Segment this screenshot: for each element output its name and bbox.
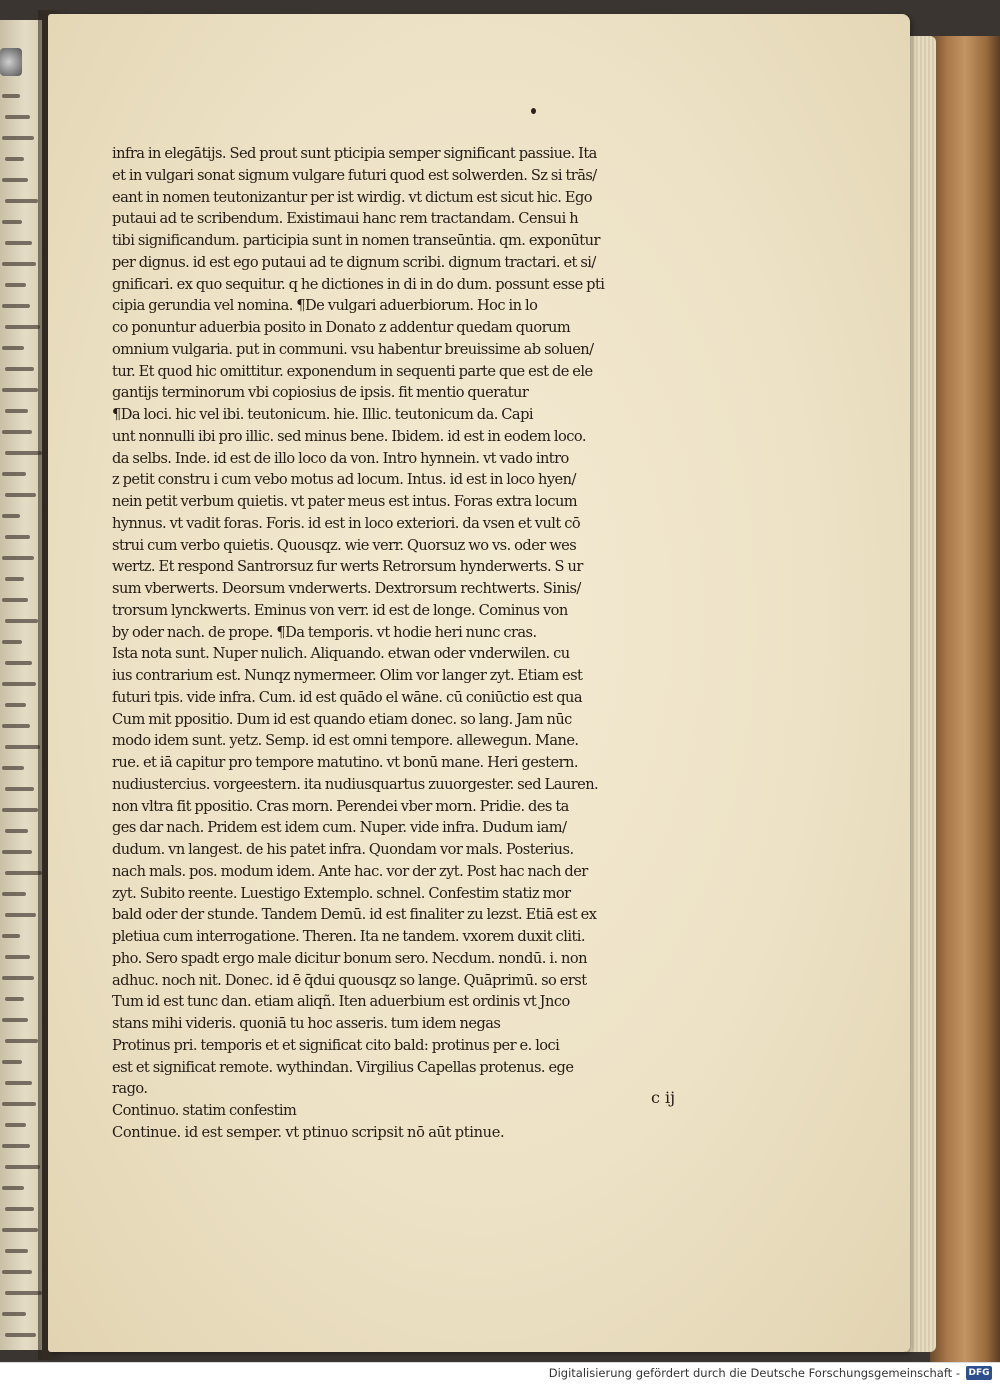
facing-page-text-fragment xyxy=(2,237,42,249)
facing-page-text-fragment xyxy=(2,342,42,354)
page-edges-stack xyxy=(906,36,936,1352)
facing-page-text-fragment xyxy=(2,1119,42,1131)
facing-page-text-fragment xyxy=(2,552,42,564)
facing-page-text-fragment xyxy=(2,1308,42,1320)
facing-page-text-fragment xyxy=(2,90,42,102)
text-line: per dignus. id est ego putaui ad te dignum scribi. dignum tractari. et si/ xyxy=(112,253,596,271)
text-line: futuri tpis. vide infra. Cum. id est quādo el wāne. cū coniūctio est qua xyxy=(112,688,582,706)
text-line: nudiustercius. vorgeestern. ita nudiusquartus zuuorgester. sed Lauren. xyxy=(112,775,599,793)
text-line: rue. et iā capitur pro tempore matutino. vt bonū mane. Heri gestern. xyxy=(112,754,578,771)
facing-page-text-fragment xyxy=(2,1077,42,1089)
facing-page-text-fragment xyxy=(2,405,42,417)
facing-page-text-fragment xyxy=(2,1056,42,1068)
facing-page-text-fragment xyxy=(2,1329,42,1341)
text-line: wertz. Et respond Santrorsuz fur werts Retrorsum hynderwerts. S ur xyxy=(112,558,583,576)
facing-page-text-fragment xyxy=(2,972,42,984)
facing-page-text-fragment xyxy=(2,783,42,795)
facing-page-text-fragment xyxy=(2,930,42,942)
facing-page-text-fragment xyxy=(2,741,42,753)
text-line: cipia gerundia vel nomina. ¶De vulgari aduerbiorum. Hoc in lo xyxy=(112,297,538,315)
facing-page-text-fragment xyxy=(2,615,42,627)
text-line: Ista nota sunt. Nuper nulich. Aliquando. etwan oder vnderwilen. cu xyxy=(112,645,570,663)
dfg-logo: DFG xyxy=(966,1366,992,1380)
text-line: da selbs. Inde. id est de illo loco da von. Intro hynnein. vt vado intro xyxy=(112,449,569,467)
text-line: unt nonnulli ibi pro illic. sed minus bene. Ibidem. id est in eodem loco. xyxy=(112,427,586,445)
facing-page-text-fragment xyxy=(2,720,42,732)
facing-page-text-fragment xyxy=(2,1098,42,1110)
book-clasp xyxy=(0,48,22,76)
ink-speck xyxy=(531,108,536,114)
digitization-footer xyxy=(0,1362,1000,1384)
text-line: Tum id est tunc dan. etiam aliqñ. Iten aduerbium est ordinis vt Jnco xyxy=(112,993,570,1011)
facing-page-text-fragment xyxy=(2,951,42,963)
text-line: Cum mit ppositio. Dum id est quando etiam donec. so lang. Jam nūc xyxy=(112,710,572,728)
facing-page-text-fragment xyxy=(2,594,42,606)
facing-page-text-fragment xyxy=(2,825,42,837)
facing-page-text-fragment xyxy=(2,1161,42,1173)
facing-page-text-fragment xyxy=(2,321,42,333)
text-line: est et significat remote. wythindan. Virgilius Capellas protenus. ege xyxy=(112,1058,574,1076)
facing-page-text-fragment xyxy=(2,363,42,375)
text-line: eant in nomen teutonizantur per ist wirdig. vt dictum est sicut hic. Ego xyxy=(112,188,592,206)
text-line: hynnus. vt vadit foras. Foris. id est in loco exteriori. da vsen et vult cō xyxy=(112,514,581,532)
text-line: gantijs terminorum vbi copiosius de ipsis. fit mentio queratur xyxy=(112,384,529,402)
facing-page-text-fragment xyxy=(2,384,42,396)
text-line: tibi significandum. participia sunt in nomen transeūntia. qm. exponūtur xyxy=(112,232,600,249)
text-line: et in vulgari sonat signum vulgare futuri quod est solwerden. Sz si trās/ xyxy=(112,166,597,184)
facing-page-text-fragment xyxy=(2,426,42,438)
facing-page-text-fragment xyxy=(2,888,42,900)
digitization-notice: Digitalisierung gefördert durch die Deutsche Forschungsgemeinschaft - xyxy=(548,1366,960,1380)
leather-cover-edge xyxy=(930,36,1000,1362)
text-line: modo idem sunt. yetz. Semp. id est omni tempore. allewegun. Mane. xyxy=(112,732,579,750)
text-line: ges dar nach. Pridem est idem cum. Nuper. vide infra. Dudum iam/ xyxy=(112,819,567,837)
text-line: tur. Et quod hic omittitur. exponendum in sequenti parte que est de ele xyxy=(112,362,593,380)
facing-page-text-fragment xyxy=(2,195,42,207)
text-line: non vltra fit ppositio. Cras morn. Perendei vber morn. Pridie. des ta xyxy=(112,797,569,815)
text-line: strui cum verbo quietis. Quousqz. wie verr. Quorsuz wo vs. oder wes xyxy=(112,536,577,554)
text-line: Continuo. statim confestim xyxy=(112,1102,297,1119)
facing-page-text-fragment xyxy=(2,867,42,879)
facing-page-text-fragment xyxy=(2,468,42,480)
facing-page-text-fragment xyxy=(2,909,42,921)
text-line: adhuc. noch nit. Donec. id ē q̄dui quousqz so lange. Quāprimū. so erst xyxy=(112,971,587,989)
text-line: pho. Sero spadt ergo male dicitur bonum sero. Necdum. nondū. i. non xyxy=(112,949,587,967)
text-line: rago. xyxy=(112,1080,148,1098)
facing-page-text-fragment xyxy=(2,678,42,690)
facing-page-text-fragment xyxy=(2,300,42,312)
facing-page-text-fragment xyxy=(2,1245,42,1257)
text-line: by oder nach. de prope. ¶Da temporis. vt hodie heri nunc cras. xyxy=(112,623,537,641)
facing-page-text-fragment xyxy=(2,657,42,669)
text-line: nein petit verbum quietis. vt pater meus est intus. Foras extra locum xyxy=(112,493,578,510)
facing-page-text-fragment xyxy=(2,1140,42,1152)
text-line: gnificari. ex quo sequitur. q he dictiones in di in do dum. possunt esse pti xyxy=(112,275,605,293)
facing-page-text-fragment xyxy=(2,1203,42,1215)
facing-page-text-fragment xyxy=(2,804,42,816)
facing-page-text-fragment xyxy=(2,174,42,186)
facing-page-text-fragment xyxy=(2,153,42,165)
page-text-block xyxy=(112,143,732,1144)
text-line: infra in elegātijs. Sed prout sunt pticipia semper significant passiue. Ita xyxy=(112,145,597,162)
text-line: z petit constru i cum vebo motus ad locum. Intus. id est in loco hyen/ xyxy=(112,471,576,489)
text-line: co ponuntur aduerbia posito in Donato z addentur quedam quorum xyxy=(112,319,571,336)
facing-page-text-fragment xyxy=(2,636,42,648)
signature-mark: c ij xyxy=(651,1088,676,1107)
text-line: ius contrarium est. Nunqz nymermeer. Olim vor langer zyt. Etiam est xyxy=(112,667,583,684)
facing-page-text-fragment xyxy=(2,111,42,123)
facing-page-text-fragment xyxy=(2,573,42,585)
text-line: Continue. id est semper. vt ptinuo scripsit nō aūt ptinue. xyxy=(112,1123,505,1141)
facing-page-text-fragment xyxy=(2,531,42,543)
text-line: stans mihi videris. quoniā tu hoc asseris. tum idem negas xyxy=(112,1015,501,1032)
facing-page-text-fragment xyxy=(2,1035,42,1047)
facing-page-text-fragment xyxy=(2,1287,42,1299)
facing-page-text-fragment xyxy=(2,846,42,858)
text-line: Protinus pri. temporis et et significat cito bald: protinus per e. loci xyxy=(112,1036,560,1054)
text-line: trorsum lynckwerts. Eminus von verr. id est de longe. Cominus von xyxy=(112,601,568,619)
facing-page-text-fragment xyxy=(2,216,42,228)
facing-page-text-fragment xyxy=(2,1182,42,1194)
facing-page-text-fragment xyxy=(2,489,42,501)
text-line: nach mals. pos. modum idem. Ante hac. vor der zyt. Post hac nach der xyxy=(112,862,588,880)
text-line: pletiua cum interrogatione. Theren. Ita ne tandem. vxorem duxit cliti. xyxy=(112,928,585,945)
facing-page-text-fragment xyxy=(2,762,42,774)
text-line: zyt. Subito reente. Luestigo Extemplo. schnel. Confestim statiz mor xyxy=(112,884,571,902)
facing-page-fragment xyxy=(0,20,42,1350)
text-line: omnium vulgaria. put in communi. vsu habentur breuissime ab soluen/ xyxy=(112,340,594,358)
text-line: ¶Da loci. hic vel ibi. teutonicum. hie. Illic. teutonicum da. Capi xyxy=(112,406,533,423)
facing-page-text-fragment xyxy=(2,1224,42,1236)
text-line: putaui ad te scribendum. Existimaui hanc rem tractandam. Censui h xyxy=(112,210,579,228)
text-line: dudum. vn langest. de his patet infra. Quondam vor mals. Posterius. xyxy=(112,841,574,858)
facing-page-text-fragment xyxy=(2,447,42,459)
facing-page-text-fragment xyxy=(2,132,42,144)
text-line: sum vberwerts. Deorsum vnderwerts. Dextrorsum rechtwerts. Sinis/ xyxy=(112,580,581,597)
facing-page-text-fragment xyxy=(2,510,42,522)
facing-page-text-fragment xyxy=(2,1266,42,1278)
facing-page-text-fragment xyxy=(2,258,42,270)
facing-page-text-fragment xyxy=(2,1014,42,1026)
facing-page-text-fragment xyxy=(2,993,42,1005)
facing-page-text-fragment xyxy=(2,279,42,291)
facing-page-text-fragment xyxy=(2,699,42,711)
text-line: bald oder der stunde. Tandem Demū. id est finaliter zu lezst. Etiā est ex xyxy=(112,906,597,924)
